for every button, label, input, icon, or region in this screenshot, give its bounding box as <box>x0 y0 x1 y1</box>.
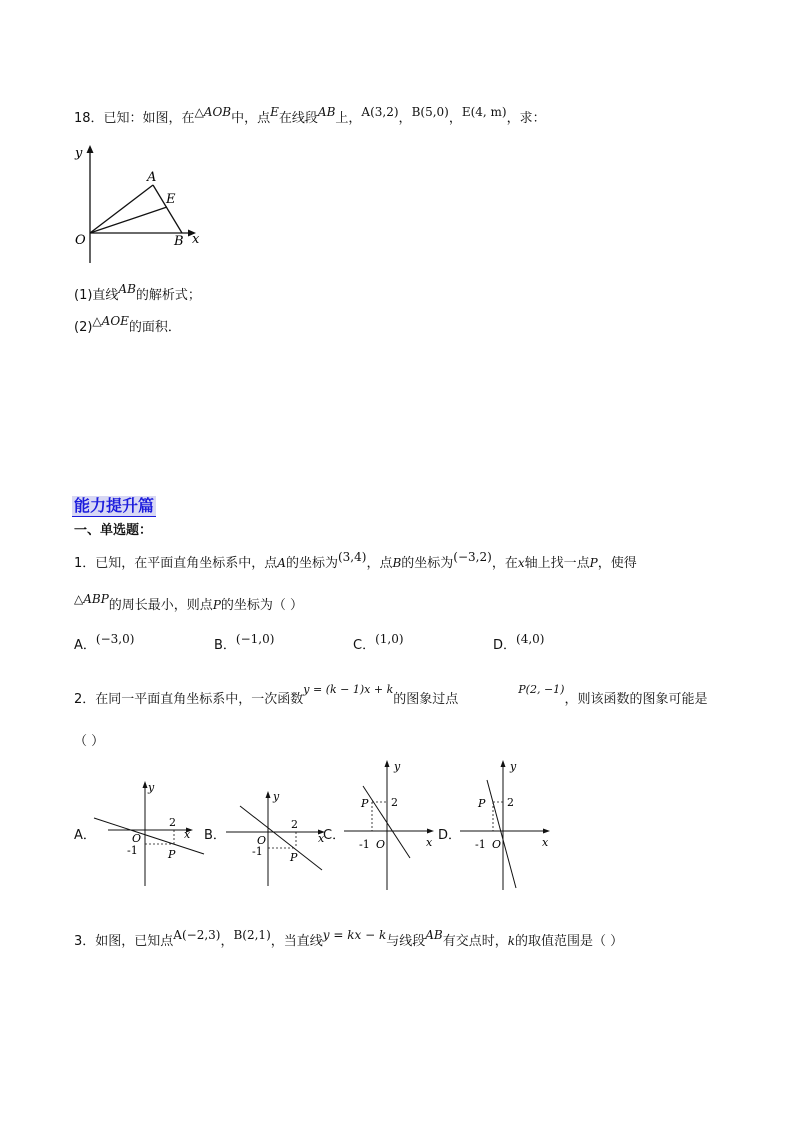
q1-x: x <box>517 556 525 570</box>
q2b-label-x: x <box>318 832 325 845</box>
q18-triangle: △AOB <box>194 105 232 119</box>
q18-sub2-math: △AOE <box>92 314 129 328</box>
q2a-label-p: P <box>168 848 176 861</box>
q2-option-d-label[interactable]: D． <box>438 828 462 843</box>
q18-text-3: 在线段 <box>278 111 318 126</box>
q18-segment-oe <box>90 207 167 233</box>
q1-point-p-2: P <box>212 598 221 612</box>
q2c-label-x: x <box>426 836 433 849</box>
q2a-label-2: 2 <box>169 816 176 829</box>
q18-point-b: B(5,0) <box>411 105 449 119</box>
q2-text-2: 的图象过点 <box>393 692 459 707</box>
q18-label-b: B <box>174 234 184 249</box>
q18-subquestion-1 <box>74 284 201 303</box>
q2-paren: （ ） <box>74 734 105 749</box>
q3-number: 3． <box>74 934 96 949</box>
q3-point-a: A(−2,3) <box>173 928 221 942</box>
q1-option-a[interactable] <box>74 634 134 653</box>
q2a-y-arrow-icon <box>143 781 148 788</box>
q1-option-a-value: (−3,0) <box>95 632 135 646</box>
q1-text-2: 的坐标为 <box>285 556 338 571</box>
q2d-label-y: y <box>510 760 517 773</box>
q2-point: P(2, −1) <box>518 683 565 696</box>
q2b-label-o: O <box>257 834 267 847</box>
q2d-x-arrow-icon <box>543 829 550 834</box>
q18-label-x: x <box>192 232 200 247</box>
q18-stem <box>74 106 546 131</box>
q1-text-5: ，在 <box>491 556 518 571</box>
q1-option-c-label: C． <box>353 638 376 653</box>
q1-stem-line-2 <box>74 594 303 613</box>
q3-text-2: ，当直线 <box>270 934 323 949</box>
q18-label-y: y <box>75 146 83 161</box>
q3-sep: ， <box>220 934 234 949</box>
q2c-x-arrow-icon <box>427 829 434 834</box>
q1-point-p: P <box>589 556 598 570</box>
q2d-label-2: 2 <box>507 796 514 809</box>
q2-option-b-label[interactable]: B． <box>204 828 226 843</box>
q18-point-a: A(3,2) <box>361 105 399 119</box>
q2a-label-y: y <box>148 781 155 794</box>
q1-text-7: ，使得 <box>597 556 637 571</box>
q2d-label-p: P <box>478 797 486 810</box>
q18-sub1-post: 的解析式； <box>135 288 201 303</box>
q18-text-1: 已知：如图，在 <box>103 111 195 126</box>
section-subtitle: 一、单选题： <box>74 523 153 538</box>
q1-text-1: 已知，在平面直角坐标系中，点 <box>95 556 278 571</box>
q1-text-4: 的坐标为 <box>401 556 454 571</box>
section-title: 能力提升篇 <box>74 496 155 515</box>
q2-text-1: 在同一平面直角坐标系中，一次函数 <box>95 692 304 707</box>
q1-coord-a: (3,4) <box>337 550 367 564</box>
q18-label-o: O <box>75 233 86 248</box>
q1-option-b-value: (−1,0) <box>235 632 275 646</box>
q18-sub1-math: AB <box>118 282 136 296</box>
q2c-label-o: O <box>376 838 386 851</box>
q18-segment-oa <box>90 185 153 233</box>
q18-point-e: E <box>270 105 279 119</box>
q3-text-1: 如图，已知点 <box>95 934 174 949</box>
q2b-label-y: y <box>273 790 280 803</box>
q2d-label-x: x <box>542 836 549 849</box>
q18-number: 18． <box>74 111 104 126</box>
q2c-y-arrow-icon <box>385 760 390 767</box>
q3-k: k <box>507 934 516 948</box>
q1-text-8: 的周长最小，则点 <box>108 598 213 613</box>
q18-sub2-post: 的面积． <box>128 320 181 335</box>
q1-text-6: 轴上找一点 <box>524 556 590 571</box>
q2b-line <box>240 806 322 870</box>
q3-point-b: B(2,1) <box>233 928 271 942</box>
q2c-label-p: P <box>361 797 369 810</box>
q1-point-a: A <box>277 556 286 570</box>
q3-text-4: 有交点时， <box>442 934 508 949</box>
q2-text-3: ，则该函数的图象可能是 <box>564 692 708 707</box>
q1-text-3: ，点 <box>366 556 393 571</box>
q1-stem-line-1 <box>74 552 637 571</box>
q18-figure <box>70 140 220 270</box>
q18-y-arrow-icon <box>87 145 94 153</box>
q18-label-e: E <box>166 192 176 207</box>
q2d-label-o: O <box>492 838 502 851</box>
q1-option-c[interactable] <box>353 634 404 653</box>
q1-coord-b: (−3,2) <box>453 550 492 564</box>
q18-sub1-pre: (1)直线 <box>74 288 119 303</box>
q18-text-5: ，求： <box>506 111 546 126</box>
q1-point-b: B <box>392 556 402 570</box>
q2-graph-a[interactable] <box>88 778 208 890</box>
q2c-label-2: 2 <box>391 796 398 809</box>
q2-number: 2． <box>74 692 96 707</box>
q1-option-d[interactable] <box>493 634 544 653</box>
q1-option-a-label: A． <box>74 638 96 653</box>
q2-graph-c[interactable] <box>342 756 442 892</box>
q2d-label-neg1: -1 <box>475 838 486 851</box>
q1-option-b[interactable] <box>214 634 274 653</box>
q2c-label-neg1: -1 <box>359 838 370 851</box>
q18-point-e-coord: E(4, m) <box>461 105 507 119</box>
q18-subquestion-2 <box>74 316 181 335</box>
q2-graph-d[interactable] <box>458 756 558 892</box>
q1-number: 1． <box>74 556 96 571</box>
q2b-y-arrow-icon <box>266 791 271 798</box>
q2b-label-neg1: -1 <box>252 845 263 858</box>
q2d-y-arrow-icon <box>501 760 506 767</box>
q2-stem-line-1 <box>74 683 708 707</box>
q2-option-a-label[interactable]: A． <box>74 828 96 843</box>
q2a-label-x: x <box>184 828 191 841</box>
q1-triangle: △ABP <box>74 592 109 606</box>
q2a-label-neg1: -1 <box>127 844 138 857</box>
q3-text-5: 的取值范围是（ ） <box>515 934 624 949</box>
q2b-label-p: P <box>290 851 298 864</box>
q18-sub2-pre: (2) <box>74 320 93 335</box>
q2-function: y = (k − 1)x + k <box>303 683 394 696</box>
q18-sep-2: ， <box>448 111 462 126</box>
q18-segment: AB <box>317 105 336 119</box>
q3-stem <box>74 930 623 949</box>
q2-option-c-label[interactable]: C． <box>323 828 346 843</box>
q1-text-9: 的坐标为（ ） <box>220 598 304 613</box>
q1-option-d-label: D． <box>493 638 517 653</box>
q18-text-4: 上， <box>335 111 362 126</box>
q1-option-b-label: B． <box>214 638 236 653</box>
q3-segment: AB <box>425 928 443 942</box>
q18-text-2: 中，点 <box>231 111 271 126</box>
q2a-label-o: O <box>132 832 142 845</box>
q2c-label-y: y <box>394 760 401 773</box>
q3-line: y = kx − k <box>322 928 387 942</box>
q1-option-c-value: (1,0) <box>375 632 404 646</box>
q18-label-a: A <box>147 170 157 185</box>
q18-sep-1: ， <box>398 111 412 126</box>
q1-option-d-value: (4,0) <box>516 632 545 646</box>
q3-text-3: 与线段 <box>386 934 426 949</box>
q2-graph-b[interactable] <box>220 786 335 888</box>
q2b-label-2: 2 <box>291 818 298 831</box>
